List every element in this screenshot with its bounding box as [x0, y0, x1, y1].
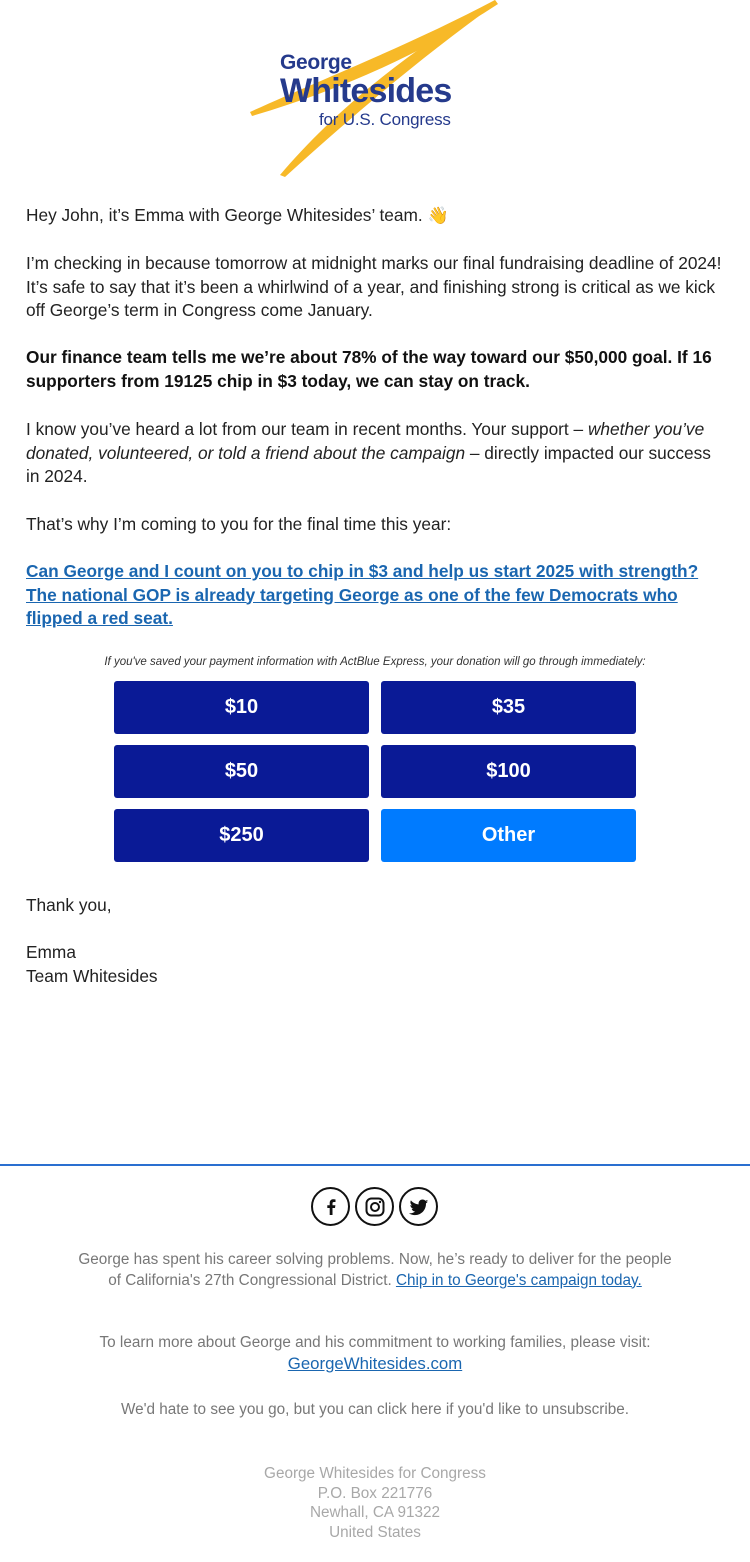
- support-text-start: I know you’ve heard a lot from our team in recent months. Your support –: [26, 419, 588, 439]
- address-po-box: P.O. Box 221776: [317, 1484, 433, 1502]
- campaign-logo: [0, 0, 750, 185]
- footer-mission-text: George has spent his career solving problems. Now, he’s ready to deliver for the people of California's 27th Congressional District.: [78, 1251, 672, 1289]
- donate-cta-link[interactable]: Can George and I count on you to chip in $3 and help us start 2025 with strength? The national GOP is already targeting George as one of the few Democrats who flipped a red seat.: [26, 561, 699, 628]
- paragraph-support: [26, 418, 726, 489]
- footer-learn-more: [75, 1333, 675, 1375]
- paragraph-goal: Our finance team tells me we’re about 78% of the way toward our $50,000 goal. If 16 supporters from 19125 chip in $3 today, we can stay on track.: [26, 347, 712, 391]
- mailing-address: [0, 1464, 750, 1542]
- footer-chip-in-link[interactable]: Chip in to George's campaign today.: [395, 1271, 642, 1289]
- support-text-end: – directly impacted our success in 2024.: [26, 442, 711, 486]
- paragraph-cta: [26, 560, 726, 631]
- facebook-icon[interactable]: [311, 1187, 350, 1226]
- donate-100-button[interactable]: $100: [381, 745, 636, 798]
- paragraph-final-ask: That’s why I’m coming to you for the final time this year:: [26, 514, 452, 534]
- logo-first-name: George: [280, 51, 352, 74]
- instagram-icon[interactable]: [355, 1187, 394, 1226]
- address-country: United States: [329, 1523, 421, 1541]
- social-links: [311, 1187, 438, 1226]
- logo-subtitle: for U.S. Congress: [319, 110, 451, 129]
- greeting-text: Hey John, it’s Emma with George Whitesides’ team.: [26, 205, 423, 225]
- paragraph-deadline: I’m checking in because tomorrow at midnight marks our final fundraising deadline of 2024! It’s safe to say that it’s been a whirlwind of a year, and finishing strong is critical as we kick off George’s term in Congress come January.: [26, 253, 722, 320]
- donate-35-button[interactable]: $35: [381, 681, 636, 734]
- logo-last-name: Whitesides: [280, 72, 452, 110]
- donate-10-button[interactable]: $10: [114, 681, 369, 734]
- signature-name: Emma: [26, 942, 76, 962]
- waving-hand-icon: 👋: [427, 206, 449, 225]
- donate-250-button[interactable]: $250: [114, 809, 369, 862]
- donate-50-button[interactable]: $50: [114, 745, 369, 798]
- unsubscribe-text[interactable]: We'd hate to see you go, but you can click here if you'd like to unsubscribe.: [120, 1401, 630, 1418]
- footer-divider: [0, 1164, 750, 1166]
- signature: [26, 941, 158, 988]
- footer-mission: [75, 1250, 675, 1291]
- website-link[interactable]: GeorgeWhitesides.com: [287, 1353, 463, 1373]
- address-city: Newhall, CA 91322: [309, 1504, 441, 1521]
- twitter-icon[interactable]: [399, 1187, 438, 1226]
- closing-thanks: Thank you,: [26, 895, 112, 915]
- logo-text: [280, 52, 451, 128]
- support-text-italic: whether you’ve donated, volunteered, or told a friend about the campaign: [26, 419, 705, 463]
- actblue-express-note: If you've saved your payment information with ActBlue Express, your donation will go through immediately:: [104, 656, 646, 668]
- signature-team: Team Whitesides: [26, 965, 158, 986]
- greeting: [26, 204, 726, 228]
- address-org: George Whitesides for Congress: [264, 1465, 486, 1482]
- donate-other-button[interactable]: Other: [381, 809, 636, 862]
- footer-learn-more-text: To learn more about George and his commitment to working families, please visit:: [99, 1334, 651, 1351]
